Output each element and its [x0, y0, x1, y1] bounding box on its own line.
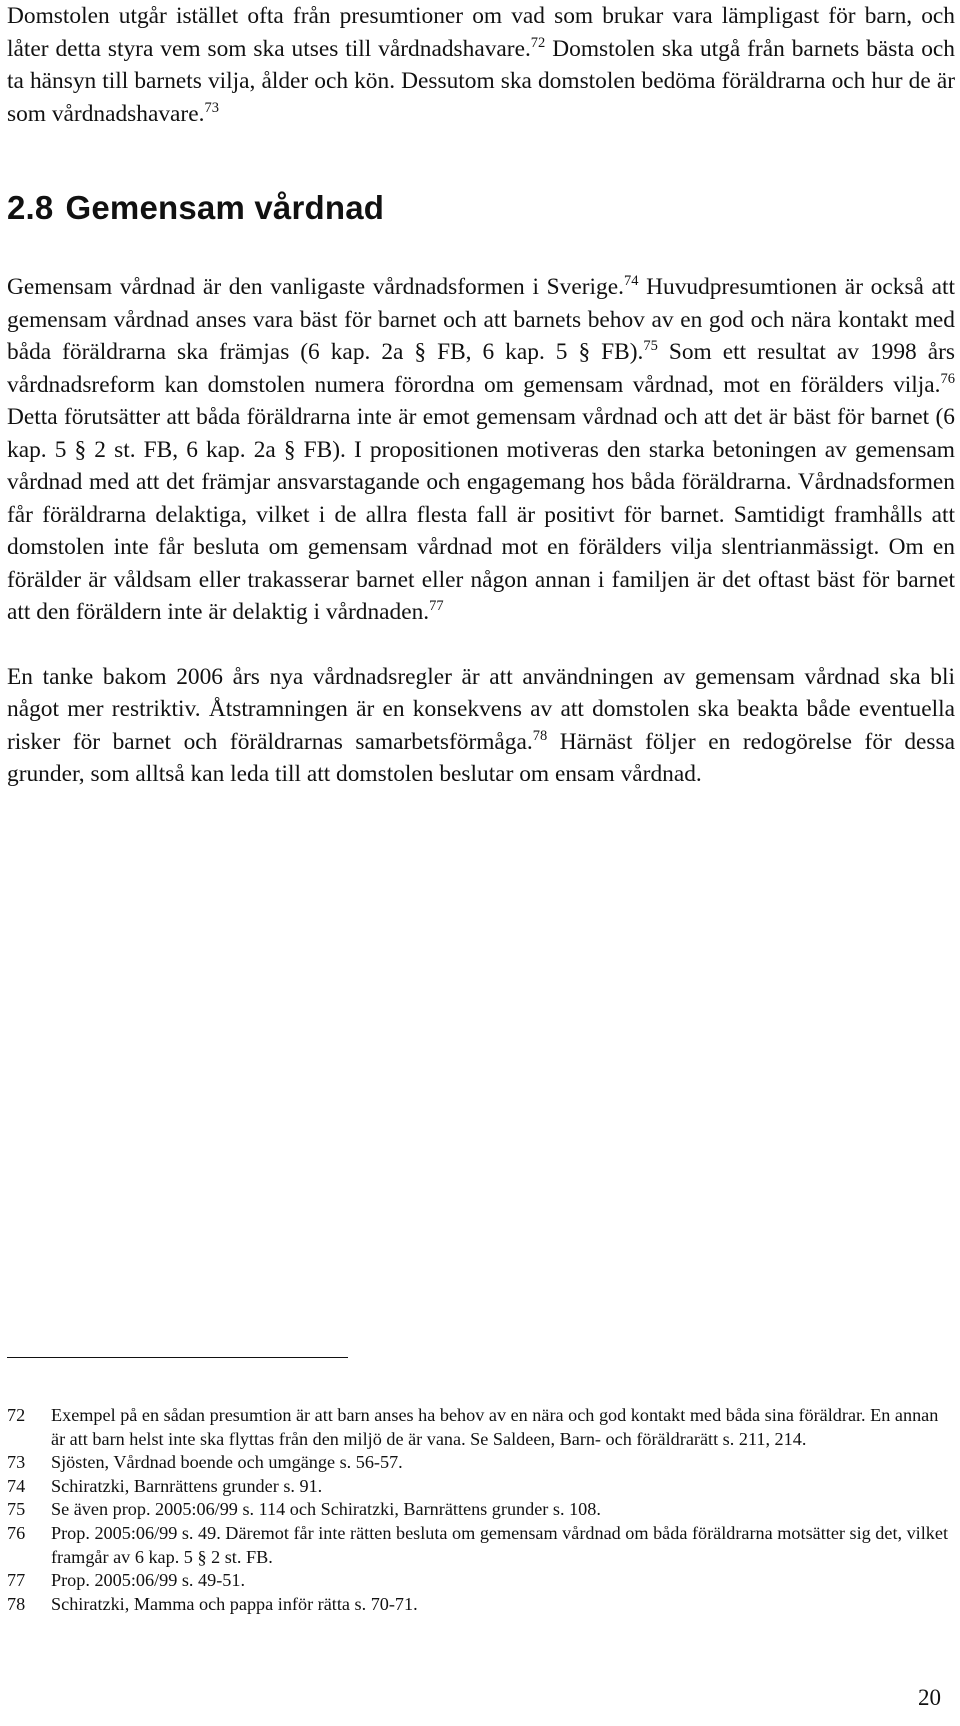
- paragraph-text: En tanke bakom 2006 års nya vårdnadsregler är att användningen av gemensam vårdnad ska bli något mer restriktiv. Åtstramningen är en konsekvens av att domstolen ska beakta både eventuella risker för barnet och föräldrarnas samarbetsförmåga.: [7, 663, 955, 755]
- footnote-item: [7, 1522, 955, 1569]
- footnote-text: Se även prop. 2005:06/99 s. 114 och Schiratzki, Barnrättens grunder s. 108.: [51, 1499, 601, 1520]
- paragraph-2: [7, 271, 955, 629]
- footnote-text: Schiratzki, Mamma och pappa inför rätta s. 70-71.: [51, 1593, 418, 1614]
- footnote-number: 75: [7, 1499, 26, 1520]
- paragraph-text: Härnäst följer en redogörelse för dessa grunder, som alltså kan leda till att domstolen beslutar om ensam vårdnad.: [7, 728, 956, 787]
- footnote-item: [7, 1593, 955, 1617]
- footnote-number: 76: [7, 1522, 26, 1543]
- footnote-ref[interactable]: 72: [530, 34, 546, 51]
- footnote-ref[interactable]: 77: [429, 598, 444, 614]
- section-heading: [7, 188, 955, 228]
- footnote-item: [7, 1569, 955, 1593]
- footnote-number: 74: [7, 1475, 26, 1496]
- footnote-ref[interactable]: 78: [532, 727, 548, 744]
- footnote-text: Schiratzki, Barnrättens grunder s. 91.: [51, 1475, 323, 1496]
- section-title: Gemensam vårdnad: [65, 189, 385, 226]
- paragraph-text: Detta förutsätter att båda föräldrarna inte är emot gemensam vårdnad och att det är bäst för barnet (6 kap. 5 § 2 st. FB, 6 kap. 2a § FB). I propositionen motiveras den starka betoningen av gemensam vårdnad med att det främjar ansvarstagande och engagemang hos båda föräldrarna. Vårdnadsformen får föräldrarna delaktiga, vilket i de allra flesta fall är positivt för barnet. Samtidigt framhålls att domstolen inte får besluta om gemensam vårdnad mot en förälders vilja slentrianmässigt. Om en förälder är våldsam eller trakasserar barnet eller någon annan i familjen är det oftast bäst för barnet att den föräldern inte är delaktig i vårdnaden.: [7, 404, 955, 625]
- footnote-separator: [7, 1357, 348, 1358]
- footnote-item: [7, 1404, 955, 1451]
- paragraph-1: [7, 0, 955, 130]
- footnote-text: Sjösten, Vårdnad boende och umgänge s. 56-57.: [51, 1452, 403, 1473]
- footnote-text: Prop. 2005:06/99 s. 49-51.: [51, 1570, 246, 1591]
- footnote-number: 78: [7, 1593, 26, 1614]
- paragraph-text: Som ett resultat av 1998 års vårdnadsreform kan domstolen numera förordna om gemensam vårdnad, mot en förälders vilja.: [7, 339, 956, 398]
- footnote-item: [7, 1475, 955, 1499]
- paragraph-text: Gemensam vårdnad är den vanligaste vårdnadsformen i Sverige.: [7, 274, 624, 300]
- footnote-number: 73: [7, 1452, 26, 1473]
- footnote-text: Exempel på en sådan presumtion är att barn anses ha behov av en nära och god kontakt med båda sina föräldrar. En annan är att barn helst inte ska flyttas från den miljö de är vana. Se Saldeen, Barn- och föräldrarätt s. 211, 214.: [51, 1405, 939, 1449]
- section-number: 2.8: [7, 189, 54, 226]
- footnote-number: 77: [7, 1570, 26, 1591]
- footnote-ref[interactable]: 76: [940, 370, 955, 387]
- paragraph-text: Huvudpresumtionen är också att gemensam vårdnad anses vara bäst för barnet och att barnets behov av en god och nära kontakt med båda föräldrarna ska främjas (6 kap. 2a § FB, 6 kap. 5 § FB).: [7, 274, 955, 365]
- paragraph-text: Domstolen utgår istället ofta från presumtioner om vad som brukar vara lämpligast för barn, och låter detta styra vem som ska utses till vårdnadshavare.: [7, 3, 955, 62]
- footnote-item: [7, 1498, 955, 1522]
- footnote-ref[interactable]: 75: [643, 338, 658, 354]
- footnote-ref[interactable]: 74: [623, 273, 639, 289]
- footnotes: [7, 1404, 955, 1616]
- body-text: [7, 0, 955, 791]
- footnote-ref[interactable]: 73: [204, 99, 219, 116]
- paragraph-text: Domstolen ska utgå från barnets bästa och ta hänsyn till barnets vilja, ålder och kön. Dessutom ska domstolen bedöma föräldrarna och hur de är som vårdnadshavare.: [7, 35, 955, 127]
- footnote-text: Prop. 2005:06/99 s. 49. Däremot får inte rätten besluta om gemensam vårdnad om båda föräldrarna motsätter sig det, vilket framgår av 6 kap. 5 § 2 st. FB.: [51, 1522, 949, 1567]
- page-number: 20: [918, 1685, 941, 1710]
- footnote-number: 72: [7, 1405, 26, 1425]
- paragraph-3: [7, 661, 955, 791]
- footnote-item: [7, 1451, 955, 1475]
